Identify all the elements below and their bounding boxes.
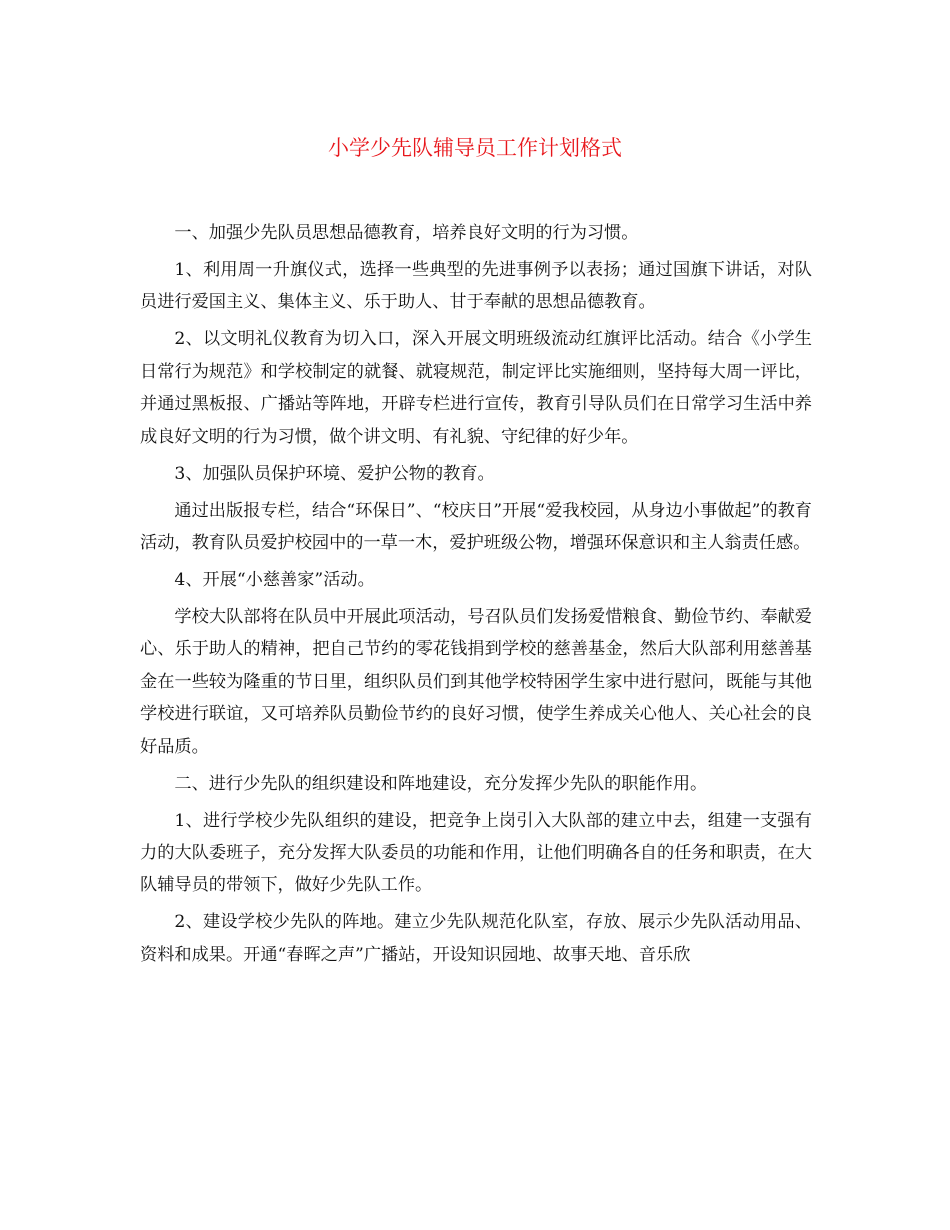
paragraph-item-1-4: 4、开展“小慈善家”活动。 bbox=[174, 570, 375, 591]
paragraph-item-1-2: 2、以文明礼仪教育为切入口，深入开展文明班级流动红旗评比活动。结合《小学生日常行为规范》和学校制定的就餐、就寝规范，制定评比实施细则，坚持每大周一评比，并通过黑板报、广播站等阵地，开辟专栏进行宣传，教育引导队员们在日常学习生活中养成良好文明的行为习惯，做个讲文明、有礼貌、守纪律的好少年。 bbox=[140, 329, 812, 447]
paragraph-section-2-heading: 二、进行少先队的组织建设和阵地建设，充分发挥少先队的职能作用。 bbox=[174, 773, 708, 794]
paragraph-item-2-1: 1、进行学校少先队组织的建设，把竞争上岗引入大队部的建立中去，组建一支强有力的大队委班子，充分发挥大队委员的功能和作用，让他们明确各自的任务和职责，在大队辅导员的带领下，做好少先队工作。 bbox=[140, 810, 812, 896]
paragraph-item-2-2: 2、建设学校少先队的阵地。建立少先队规范化队室，存放、展示少先队活动用品、资料和成果。开通“春晖之声”广播站，开设知识园地、故事天地、音乐欣 bbox=[140, 912, 812, 965]
paragraph-item-1-4-detail: 学校大队部将在队员中开展此项活动，号召队员们发扬爱惜粮食、勤俭节约、奉献爱心、乐于助人的精神，把自己节约的零花钱捐到学校的慈善基金，然后大队部利用慈善基金在一些较为隆重的节日里，组织队员们到其他学校特困学生家中进行慰问，既能与其他学校进行联谊，又可培养队员勤俭节约的良好习惯，使学生养成关心他人、关心社会的良好品质。 bbox=[140, 607, 812, 757]
document-body bbox=[140, 217, 812, 976]
paragraph-item-1-1: 1、利用周一升旗仪式，选择一些典型的先进事例予以表扬；通过国旗下讲话，对队员进行爱国主义、集体主义、乐于助人、甘于奉献的思想品德教育。 bbox=[140, 260, 812, 313]
paragraph-item-1-3: 3、加强队员保护环境、爱护公物的教育。 bbox=[174, 463, 495, 484]
document-title: 小学少先队辅导员工作计划格式 bbox=[328, 136, 622, 160]
paragraph-item-1-3-detail: 通过出版报专栏，结合“环保日”、“校庆日”开展“爱我校园，从身边小事做起”的教育活动，教育队员爱护校园中的一草一木，爱护班级公物，增强环保意识和主人翁责任感。 bbox=[140, 500, 812, 554]
paragraph-section-1-heading: 一、加强少先队员思想品德教育，培养良好文明的行为习惯。 bbox=[174, 223, 639, 243]
